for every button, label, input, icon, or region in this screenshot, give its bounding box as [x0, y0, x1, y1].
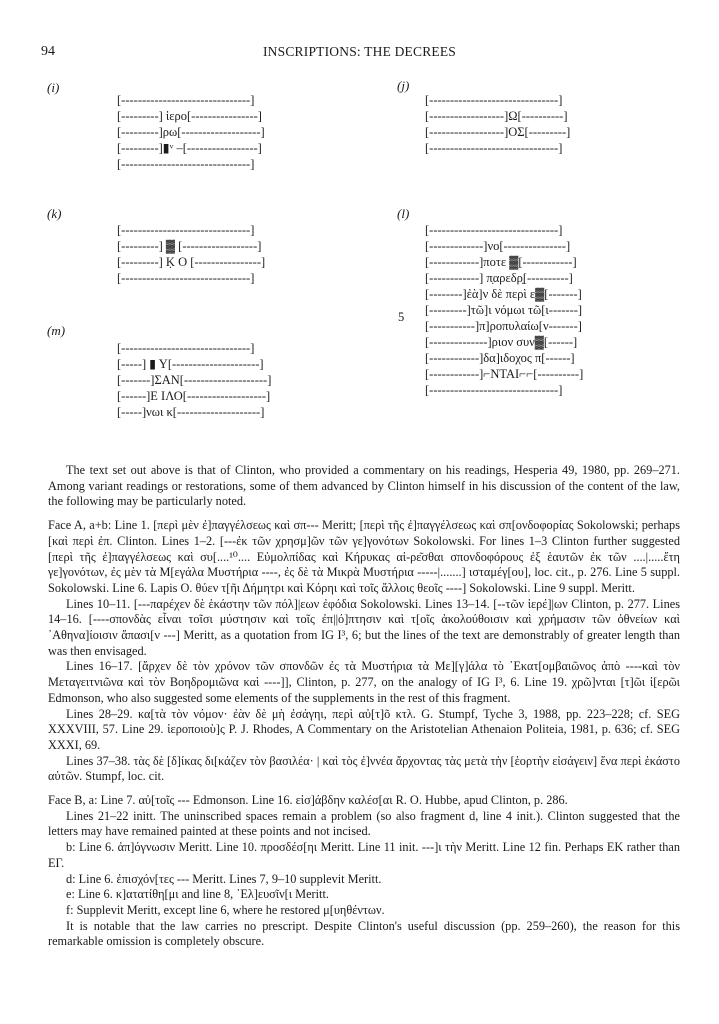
fragment-line: [------------]⌐ΝΤΑΙ⌐⌐[----------]: [425, 367, 584, 381]
face-a-note: Lines 16–17. [ἄρχεν δὲ τὸν χρόνον τῶν σπονδῶν ἐς τὰ Μυστήρια τὰ Με][γ]άλα τὸ ᾿Εκατ[ομβαιῶνος ἀπὸ ----καὶ τὸν Μεταγειτνιῶνα καὶ τὸν Βοηδρομιῶνα καὶ ----]], Clinton, p. 277, on the analogy of IG I³, 6. Line 19. χρῶ]νται [τ]ῶι ἱ[ερῶι Edmonson, who also suggested some elements of the supplements in the rest of this fragment.: [48, 659, 680, 705]
face-b-note: e: Line 6. κ]ατατίθη[μι and line 8, ᾿Ελ]ευσῖν[ι Meritt.: [66, 887, 329, 902]
fragment-line: [--------------]ριον συν▓[------]: [425, 335, 578, 349]
face-a-note: Lines 28–29. κα[τὰ τὸν νόμον· ἐὰν δὲ μὴ ἐσάγηι, περὶ αὐ[τ]õ κτλ. G. Stumpf, Tyche 3, 1988, pp. 223–228; cf. SEG XXXVIII, 57. Line 29. ἱεροποιοὺ]ς P. J. Rhodes, A Commentary on the Aristotelian Athenaion Politeia, 1981, p. 636; cf. SEG XXXI, 69.: [48, 706, 680, 752]
commentary-intro: The text set out above is that of Clinton, who provided a commentary on his readings, Hesperia 49, 1980, pp. 269–271. Among variant readings or restorations, some of them advanced by Clinton himself in his discussion of the content of the law, the following may be particularly noted.: [48, 463, 680, 509]
line-number: 5: [398, 310, 405, 324]
fragment-line: [------------]ποτε ▓[------------]: [425, 255, 577, 269]
fragment-line: [-----]νωι κ[--------------------]: [117, 405, 265, 419]
face-b-note: Face B, a: Line 7. αὐ[τοῖς --- Edmonson. Line 16. εἰσ]άβδην καλέσ[αι R. O. Hubbe, apud Clinton, p. 286.: [48, 793, 568, 808]
fragment-label-j: (j): [397, 78, 410, 93]
fragment-line: [-------------------------------]: [117, 157, 255, 171]
fragment-line: [-------------------------------]: [117, 271, 255, 285]
fragment-line: [---------]▮ᵛ –[-----------------]: [117, 141, 262, 155]
fragment-line: [-------------------------------]: [117, 223, 255, 237]
fragment-line: [---------] Ḳ Ο [----------------]: [117, 255, 266, 269]
commentary: [48, 463, 680, 950]
fragment-line: [------------] π̣αρεδρ̣[----------]: [425, 271, 573, 285]
face-b-note: Lines 21–22 initt. The uninscribed spaces remain a problem (so also fragment d, line 4 init.). Clinton suggested that the letters may have remained painted at these points and not incised.: [48, 808, 680, 839]
fragment-line: [-----] ▮ Υ[---------------------]: [117, 357, 264, 371]
fragment-line: [---------]τῶ]ι νόμωι τῶ[ι-------]: [425, 303, 583, 317]
fragment-label-l: (l): [397, 206, 410, 221]
fragment-line: [------------]δα]ιδοχος π[------]: [425, 351, 575, 365]
fragment-line: [-------------------------------]: [425, 141, 563, 155]
fragment-line: [---------] ἱερο[----------------]: [117, 109, 262, 123]
fragment-line: [-------------------------------]: [117, 93, 255, 107]
fragment-line: [-------------------------------]: [425, 383, 563, 397]
fragment-line: [-----------]π]ροπυλαίω[ν-------]: [425, 319, 582, 333]
face-b-note: d: Line 6. ἐπισχόν[τες --- Meritt. Lines 7, 9–10 supplevit Meritt.: [66, 871, 382, 886]
running-header: [0, 44, 719, 64]
fragment-label-m: (m): [47, 323, 66, 338]
fragment-label-k: (k): [47, 206, 62, 221]
face-b-note: b: Line 6. ἀπ]όγνωσιν Meritt. Line 10. προσδέσ[ηι Meritt. Line 11 init. ---]ι τὴν Meritt. Line 12 fin. Perhaps ΕΚ rather than ΕΓ.: [48, 840, 680, 870]
fragment-label-i: (i): [47, 80, 60, 95]
closing-paragraph: It is notable that the law carries no prescript. Despite Clinton's useful discussion (pp. 259–260), the reason for this remarkable omission is completely obscure.: [48, 918, 680, 949]
face-b-note: f: Supplevit Meritt, except line 6, where he restored μ[υηθέντων.: [66, 902, 385, 917]
fragment-line: [-------------------------------]: [425, 223, 563, 237]
page-number: 94: [41, 44, 55, 59]
fragment-line: [-------------------------------]: [425, 93, 563, 107]
fragment-line: [-------------]νο[---------------]: [425, 239, 571, 253]
fragment-line: [---------] ▓ [------------------]: [117, 239, 262, 253]
fragment-line: [-------]ΣΑΝ[--------------------]: [117, 373, 272, 387]
fragment-line: [--------]ἐὰ]ν δὲ περὶ ε▓[-------]: [425, 287, 582, 301]
running-title: INSCRIPTIONS: THE DECREES: [262, 44, 457, 59]
face-a-note: Face A, a+b: Line 1. [περὶ μὲν ἐ]παγγέλσεως καὶ σπ--- Meritt; [περὶ τῆς ἐ]παγγέλσεως καὶ σπ[ονδοφορίας Sokolowski; perhaps [καὶ περὶ ἐπ. Clinton. Lines 1–2. [---ἐκ τῶν χρησμ]ῶν τῶν γε]γονότων Sokolowski. For lines 1–3 Clinton further suggested [περὶ τῆς ἐ]παγγέλσεως καὶ συ[....¹⁰.... Εὐμολπίδας καὶ Κήρυκας αἱ-ρε͂σθαι σπονδοφόρους ἐξ ἑαυτῶν ἐκ τῶν ....|.....ἔτη γε]γονότων, ἐς μὲν τὰ Μ[εγάλα Μυστήρια ----, ἐς δὲ τὰ Μικρὰ Μυστήρια -----|.......] ισταμέγ[ου], loc. cit., p. 276. Line 5 suppl. Sokolowski. Line 6. Lapis Ο. θύεν τ[ῆι Δήμητρι καὶ Κόρηι καὶ τοῖς ἄλλοις θεοῖς ----] Sokolowski. Line 9 suppl. Meritt.: [48, 518, 680, 595]
fragment-line: [------]Ε ΙΛΟ[-------------------]: [117, 389, 271, 403]
fragment-line: [-------------------------------]: [117, 341, 255, 355]
fragment-line: [------------------]ΟΣ[---------]: [425, 125, 571, 139]
fragment-line: [---------]ρω[-------------------]: [117, 125, 265, 139]
face-a-note: Lines 10–11. [---παρέχεν δὲ ἑκάστην τῶν πόλ]|εων ἐφόδια Sokolowski. Lines 13–14. [--τῶν ἱερέ]|ων Clinton, p. 277. Lines 14–16. [----σπονδὰς εἶναι τοῖσι μύστησιν καὶ τοῖς ἐπ||ό]πτησιν καὶ τ[οῖς ἀκολούθοισιν καὶ χρήμασιν τῶν ὀθνείων καὶ ᾿Αθηνα]ίοισιν ἅπασι[ν ---] Meritt, as a quotation from IG I³, 6; but the lines of the text are demonstrably of greater length than was then envisaged.: [48, 596, 680, 658]
fragment-line: [------------------]Ω[----------]: [425, 109, 568, 123]
face-a-note: Lines 37–38. τὰς δὲ [δ]ίκας δι[κάζεν τὸν βασιλέα· | καὶ τὸς ἐ]ννέα ἄρχοντας τὰς μετὰ τὴν [ἑορτὴν εἰσάγειν] ἕνα περὶ ἑκάστο αὐτῶν. Stumpf, loc. cit.: [48, 753, 680, 784]
